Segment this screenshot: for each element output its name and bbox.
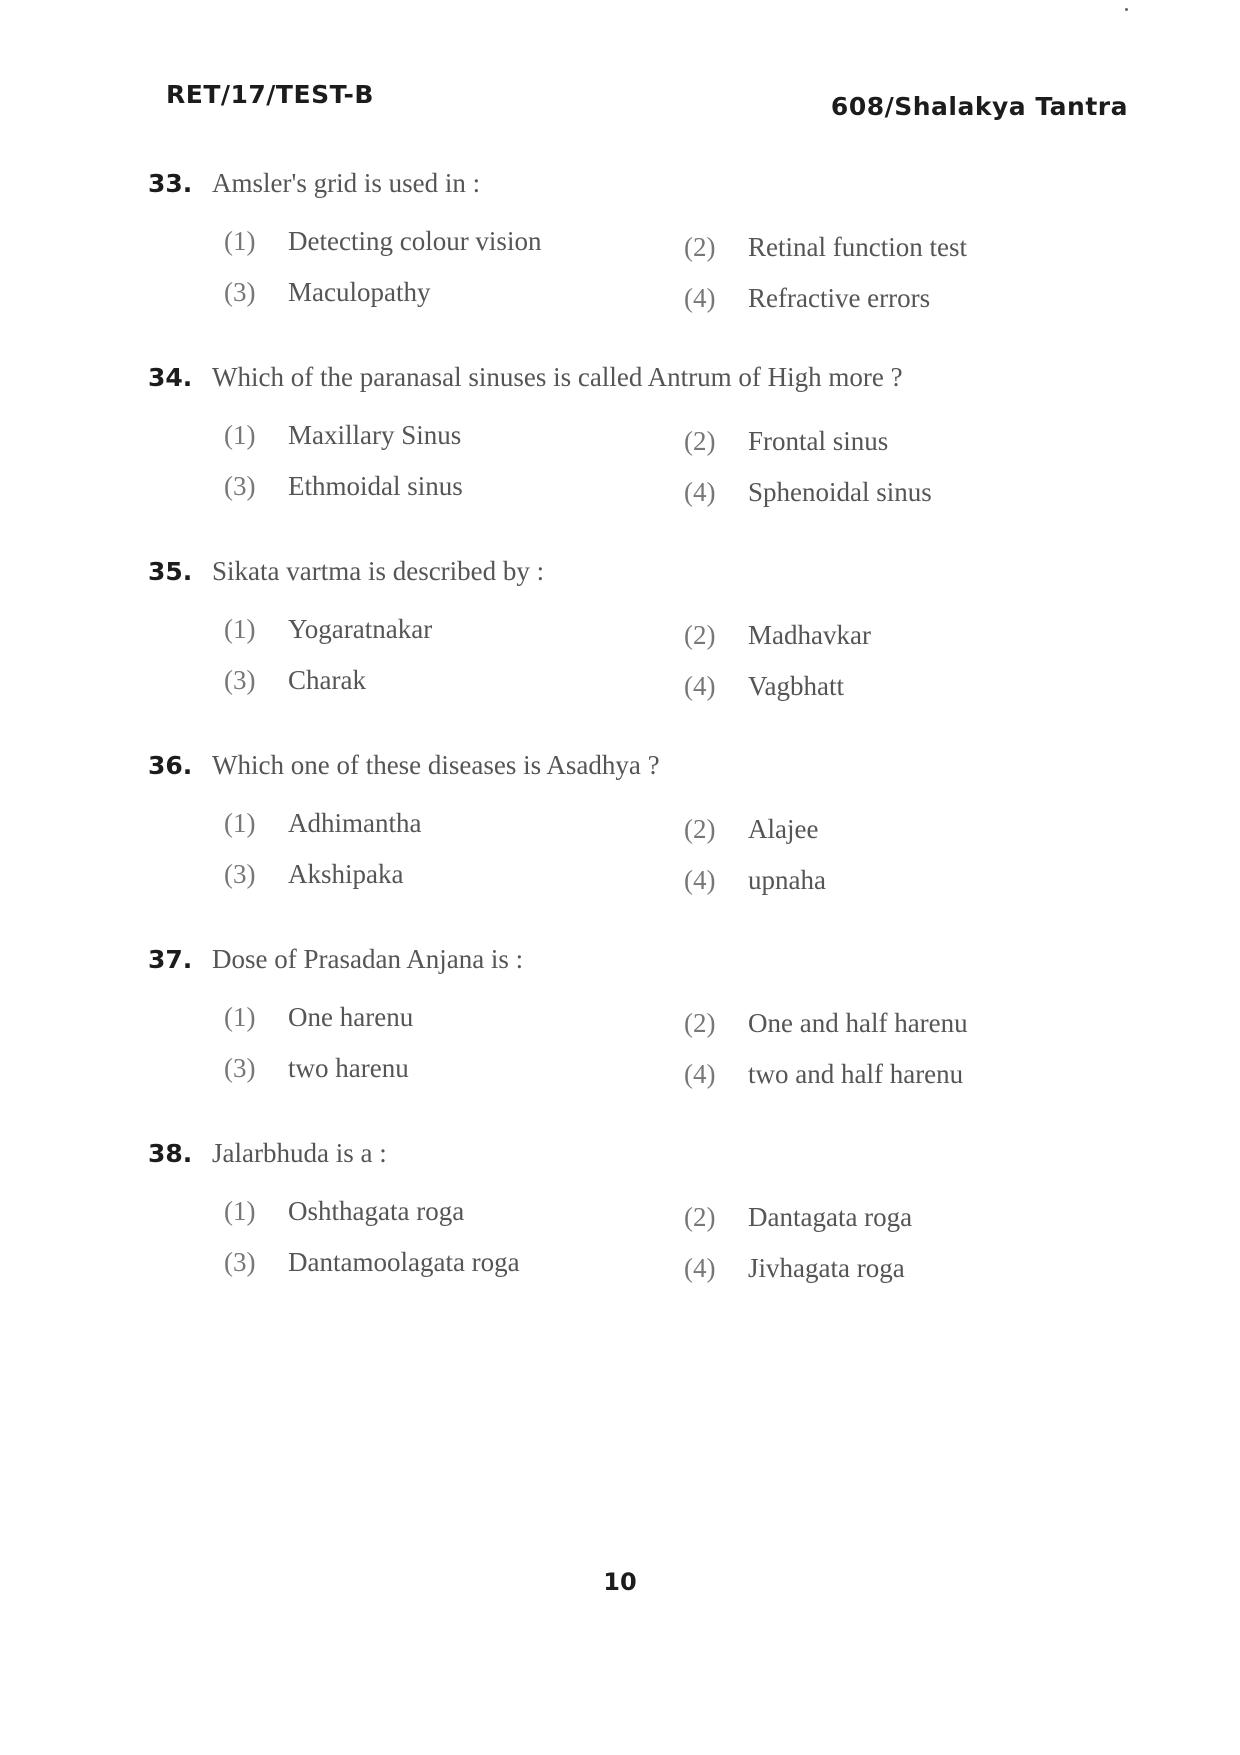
question-text: Which of the paranasal sinuses is called Antrum of High more ? (212, 362, 903, 392)
option-3 (224, 665, 684, 696)
option-text: Akshipaka (288, 859, 404, 889)
option-label: (3) (224, 859, 256, 889)
question-38 (148, 1138, 1088, 1283)
option-label: (3) (224, 665, 256, 695)
header-subject: 608/Shalakya Tantra (830, 92, 1128, 121)
option-3 (224, 1247, 684, 1278)
question-number: 33. (148, 169, 193, 198)
option-3 (224, 859, 684, 890)
option-1 (224, 808, 684, 839)
option-text: upnaha (748, 865, 826, 895)
question-text: Amsler's grid is used in : (212, 168, 481, 198)
option-text: One harenu (288, 1002, 414, 1032)
option-label: (4) (684, 283, 716, 313)
option-text: Oshthagata roga (288, 1196, 465, 1226)
option-1 (224, 226, 684, 257)
question-37 (148, 944, 1088, 1089)
option-text: Ethmoidal sinus (288, 471, 463, 501)
option-label: (3) (224, 471, 256, 501)
option-text: Alajee (748, 814, 819, 844)
option-4 (684, 865, 1144, 896)
question-number: 38. (148, 1139, 193, 1168)
option-1 (224, 1002, 684, 1033)
option-text: Maculopathy (288, 277, 431, 307)
option-2 (684, 814, 1144, 845)
option-label: (4) (684, 1059, 716, 1089)
option-4 (684, 1253, 1144, 1284)
option-label: (4) (684, 1253, 716, 1283)
option-text: Dantagata roga (748, 1202, 913, 1232)
option-1 (224, 614, 684, 645)
option-label: (2) (684, 1008, 716, 1038)
option-text: two and half harenu (748, 1059, 964, 1089)
option-3 (224, 471, 684, 502)
question-number: 37. (148, 945, 193, 974)
option-text: two harenu (288, 1053, 409, 1083)
option-label: (2) (684, 620, 716, 650)
option-label: (2) (684, 426, 716, 456)
option-2 (684, 1202, 1144, 1233)
option-label: (1) (224, 420, 256, 450)
option-4 (684, 283, 1144, 314)
option-label: (3) (224, 277, 256, 307)
option-text: Sphenoidal sinus (748, 477, 932, 507)
option-label: (1) (224, 1002, 256, 1032)
option-label: (3) (224, 1053, 256, 1083)
option-label: (2) (684, 1202, 716, 1232)
option-1 (224, 420, 684, 451)
question-text: Dose of Prasadan Anjana is : (212, 944, 524, 974)
option-text: Yogaratnakar (288, 614, 433, 644)
option-text: Adhimantha (288, 808, 422, 838)
question-text: Which one of these diseases is Asadhya ? (212, 750, 660, 780)
option-2 (684, 232, 1144, 263)
option-text: Charak (288, 665, 366, 695)
question-34 (148, 362, 1088, 507)
option-4 (684, 671, 1144, 702)
question-number: 36. (148, 751, 193, 780)
question-33 (148, 168, 1088, 313)
option-2 (684, 620, 1144, 651)
option-label: (3) (224, 1247, 256, 1277)
option-text: Retinal function test (748, 232, 967, 262)
option-text: Dantamoolagata roga (288, 1247, 520, 1277)
option-text: Refractive errors (748, 283, 931, 313)
option-label: (1) (224, 1196, 256, 1226)
question-text: Sikata vartma is described by : (212, 556, 545, 586)
option-2 (684, 426, 1144, 457)
scan-speck (1125, 8, 1128, 11)
option-text: Detecting colour vision (288, 226, 542, 256)
option-2 (684, 1008, 1144, 1039)
question-35 (148, 556, 1088, 701)
option-label: (2) (684, 232, 716, 262)
option-text: Jivhagata roga (748, 1253, 905, 1283)
option-label: (1) (224, 226, 256, 256)
option-text: Madhavkar (748, 620, 871, 650)
option-text: Vagbhatt (748, 671, 844, 701)
option-label: (4) (684, 865, 716, 895)
option-3 (224, 1053, 684, 1084)
option-label: (1) (224, 808, 256, 838)
option-3 (224, 277, 684, 308)
question-36 (148, 750, 1088, 895)
option-label: (4) (684, 477, 716, 507)
option-label: (2) (684, 814, 716, 844)
option-label: (4) (684, 671, 716, 701)
question-number: 35. (148, 557, 193, 586)
option-text: Frontal sinus (748, 426, 889, 456)
option-label: (1) (224, 614, 256, 644)
header-test-code: RET/17/TEST-B (166, 80, 374, 109)
option-1 (224, 1196, 684, 1227)
question-number: 34. (148, 363, 193, 392)
option-4 (684, 1059, 1144, 1090)
option-text: One and half harenu (748, 1008, 968, 1038)
option-text: Maxillary Sinus (288, 420, 462, 450)
option-4 (684, 477, 1144, 508)
question-text: Jalarbhuda is a : (212, 1138, 387, 1168)
page-number: 10 (603, 1568, 637, 1596)
